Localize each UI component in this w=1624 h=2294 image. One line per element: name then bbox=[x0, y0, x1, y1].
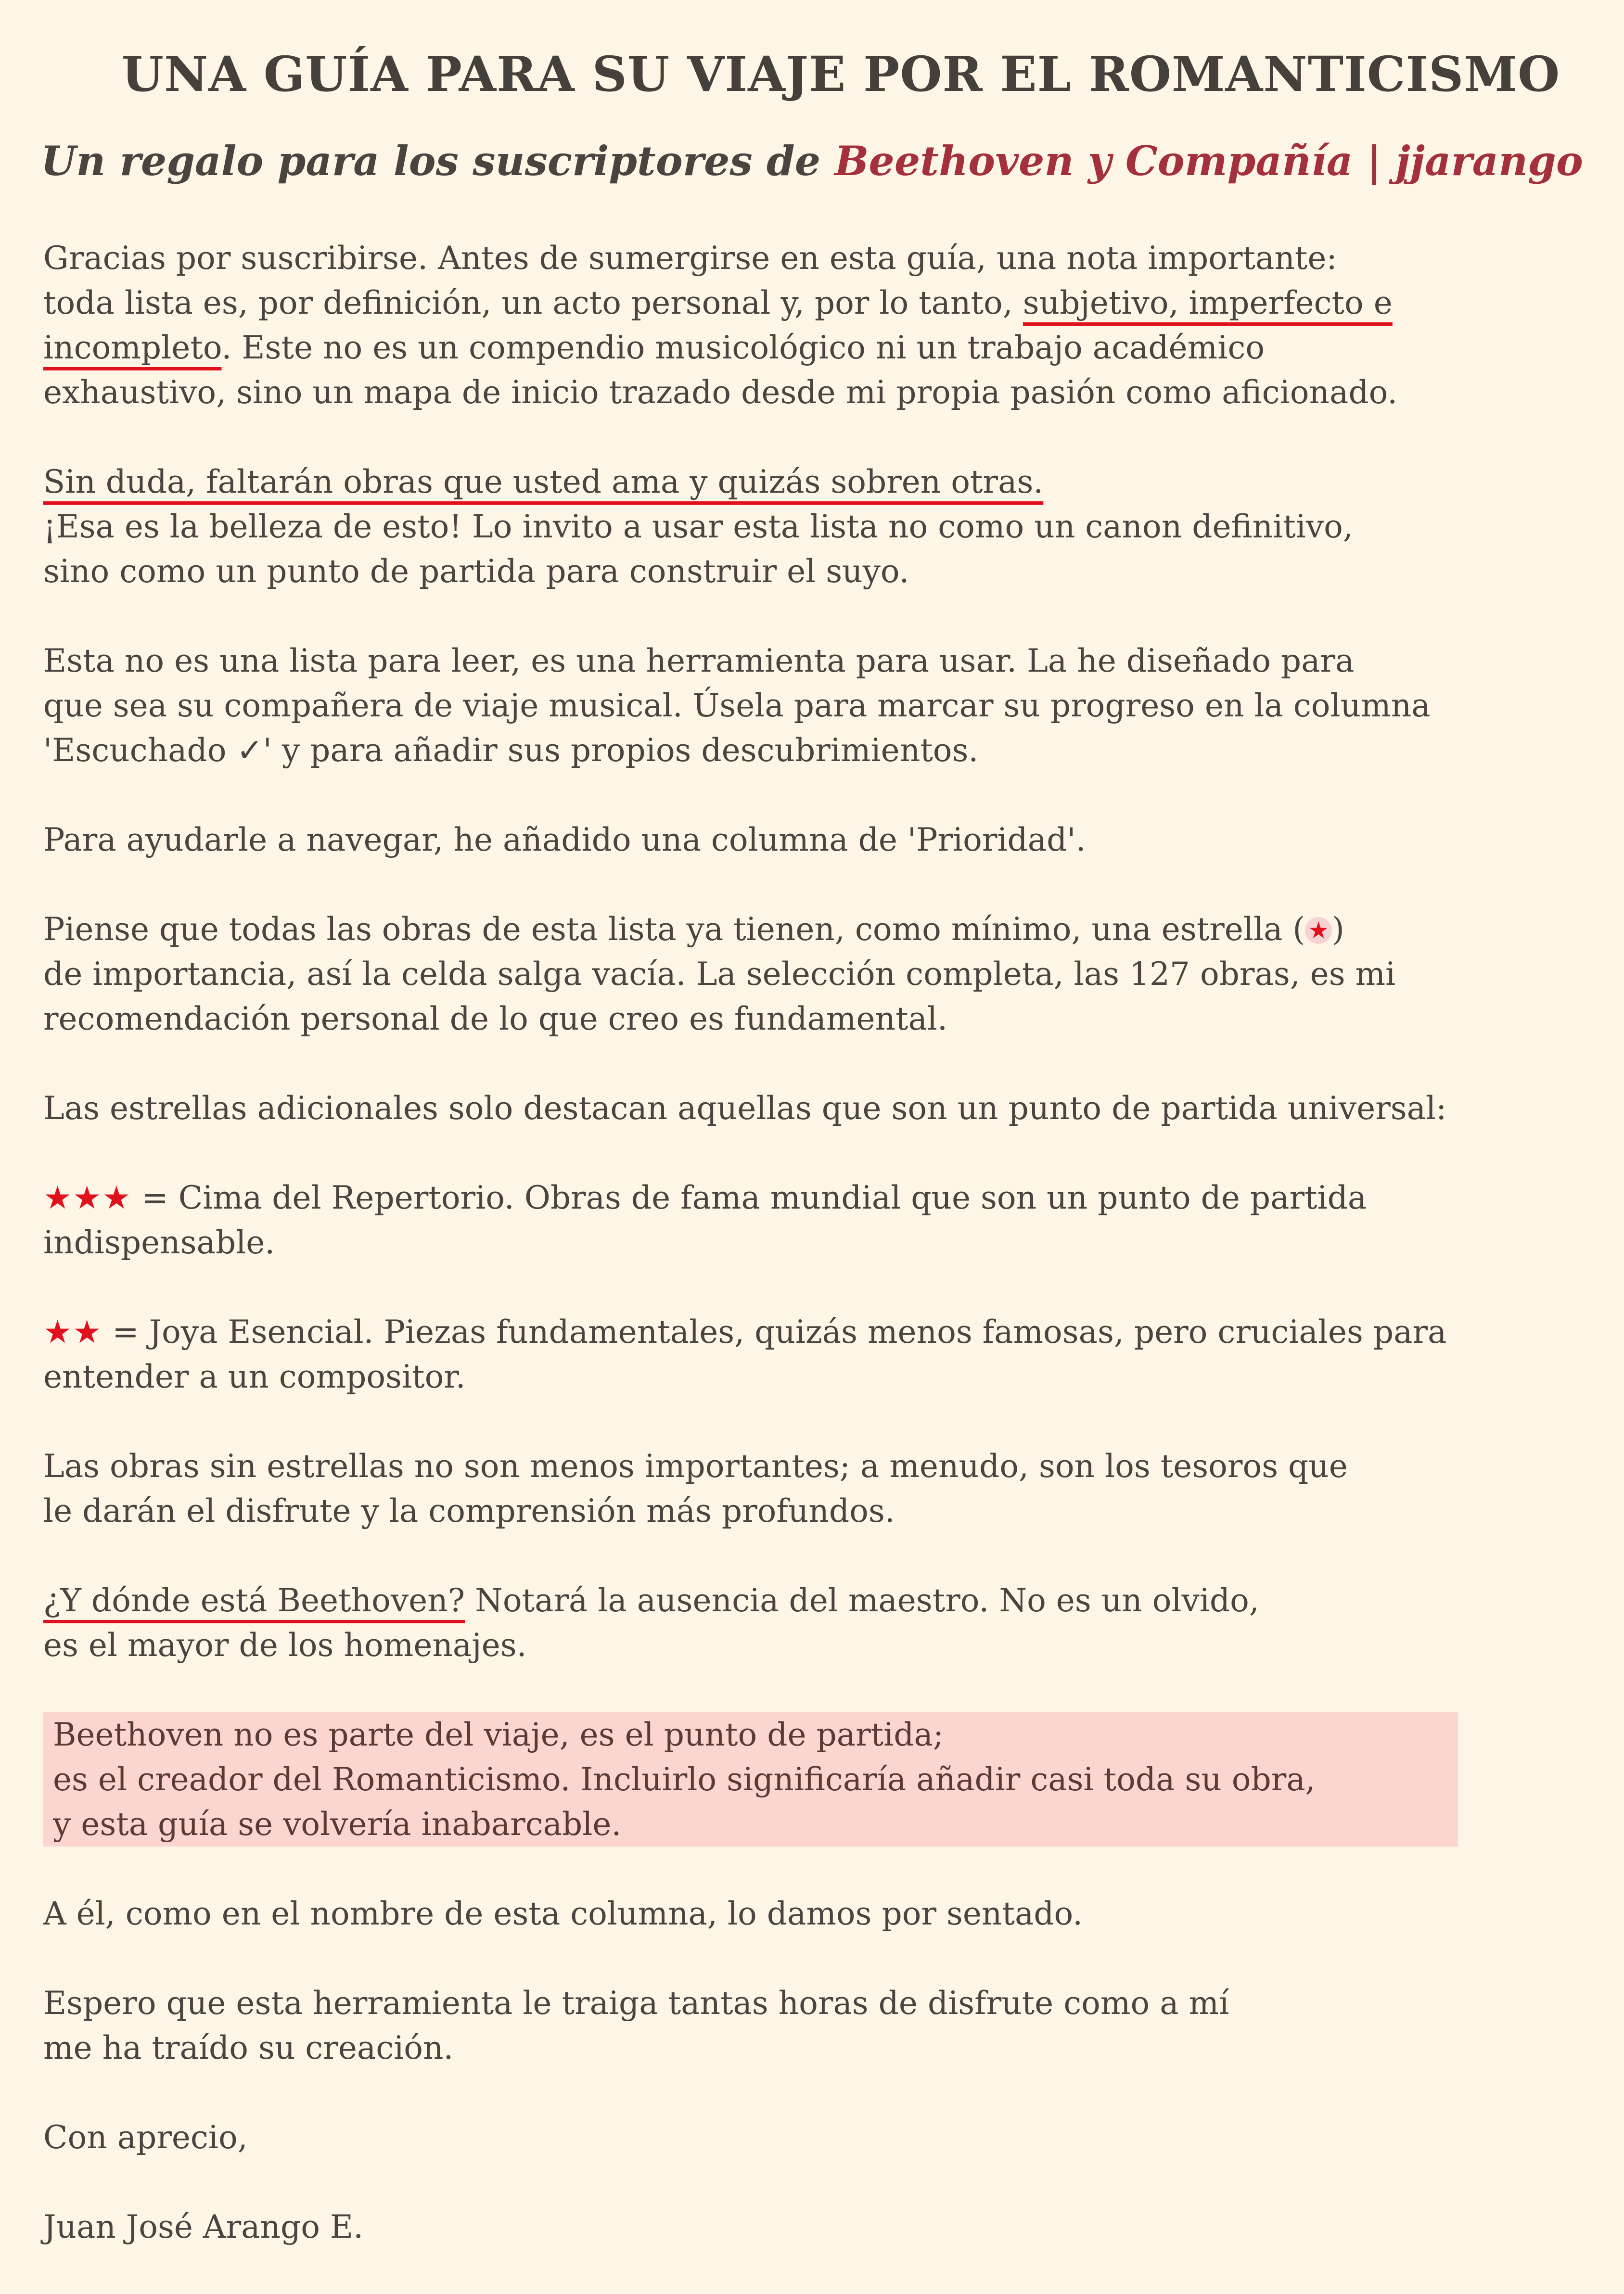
highlight-line-1: Beethoven no es parte del viaje, es el punto de partida; bbox=[53, 1716, 944, 1753]
one-star-line-1 bbox=[43, 907, 1598, 952]
intro-underlined-1: subjetivo, imperfecto e bbox=[1023, 284, 1393, 321]
missing-underlined: Sin duda, faltarán obras que usted ama y quizás sobren otras. bbox=[43, 463, 1044, 500]
subtitle-accent: Beethoven y Compañía | jjarango bbox=[834, 137, 1583, 185]
intro-line-1: Gracias por suscribirse. Antes de sumergirse en esta guía, una nota importante: bbox=[43, 240, 1337, 277]
paragraph-granted bbox=[43, 1891, 1598, 1936]
highlight-line-2: es el creador del Romanticismo. Incluirlo significaría añadir casi toda su obra, bbox=[53, 1761, 1316, 1798]
intro-line-2-text: toda lista es, por definición, un acto personal y, por lo tanto, bbox=[43, 284, 1023, 321]
beethoven-question-line-1 bbox=[43, 1578, 1598, 1623]
letter-body bbox=[43, 236, 1598, 2294]
paragraph-hope bbox=[43, 1981, 1598, 2070]
one-star-close-paren: ) bbox=[1332, 911, 1344, 948]
two-stars-line-2: entender a un compositor. bbox=[43, 1358, 466, 1395]
paragraph-additional-stars bbox=[43, 1086, 1598, 1131]
tool-line-2: que sea su compañera de viaje musical. Úsela para marcar su progreso en la columna bbox=[43, 687, 1431, 724]
page-subtitle bbox=[0, 137, 1624, 185]
two-stars-icon: ★★ bbox=[43, 1313, 102, 1351]
one-star-line-1-text: Piense que todas las obras de esta lista ya tienen, como mínimo, una estrella ( bbox=[43, 911, 1305, 948]
intro-line-2 bbox=[43, 280, 1598, 325]
closing bbox=[43, 2115, 1598, 2160]
star-icon: ★ bbox=[1305, 917, 1332, 944]
paragraph-missing-works bbox=[43, 459, 1598, 594]
paragraph-two-stars bbox=[43, 1310, 1598, 1399]
intro-line-3-text: . Este no es un compendio musicológico ni un trabajo académico bbox=[221, 329, 1265, 366]
intro-line-3 bbox=[43, 325, 1598, 370]
one-star-line-2: de importancia, así la celda salga vacía. La selección completa, las 127 obras, es mi bbox=[43, 956, 1396, 993]
missing-line-1 bbox=[43, 459, 1598, 504]
closing-line: Con aprecio, bbox=[43, 2119, 248, 2156]
subtitle-prefix: Un regalo para los suscriptores de bbox=[41, 137, 835, 185]
highlighted-paragraph bbox=[43, 1712, 1458, 1847]
beethoven-question-underlined: ¿Y dónde está Beethoven? bbox=[43, 1582, 465, 1619]
signature-name: Juan José Arango E. bbox=[43, 2208, 364, 2245]
tool-line-3: 'Escuchado ✓' y para añadir sus propios descubrimientos. bbox=[43, 732, 979, 769]
paragraph-priority bbox=[43, 817, 1598, 862]
highlight-line-3: y esta guía se volvería inabarcable. bbox=[53, 1806, 622, 1843]
priority-line-1: Para ayudarle a navegar, he añadido una columna de 'Prioridad'. bbox=[43, 821, 1086, 858]
tool-line-1: Esta no es una lista para leer, es una herramienta para usar. La he diseñado para bbox=[43, 642, 1355, 679]
paragraph-three-stars bbox=[43, 1175, 1598, 1265]
three-stars-text: = Cima del Repertorio. Obras de fama mundial que son un punto de partida bbox=[131, 1179, 1367, 1216]
no-stars-line-2: le darán el disfrute y la comprensión más profundos. bbox=[43, 1492, 895, 1529]
two-stars-text: = Joya Esencial. Piezas fundamentales, quizás menos famosas, pero cruciales para bbox=[102, 1313, 1447, 1351]
intro-line-4: exhaustivo, sino un mapa de inicio trazado desde mi propia pasión como aficionado. bbox=[43, 374, 1398, 411]
page-title: UNA GUÍA PARA SU VIAJE POR EL ROMANTICISMO bbox=[121, 46, 1560, 102]
paragraph-one-star bbox=[43, 907, 1598, 1041]
intro-underlined-2: incompleto bbox=[43, 329, 222, 366]
one-star-line-3: recomendación personal de lo que creo es fundamental. bbox=[43, 1000, 948, 1037]
additional-stars-line-1: Las estrellas adicionales solo destacan aquellas que son un punto de partida universal: bbox=[43, 1090, 1447, 1127]
beethoven-question-text: Notará la ausencia del maestro. No es un olvido, bbox=[465, 1582, 1259, 1619]
paragraph-no-stars bbox=[43, 1444, 1598, 1533]
beethoven-question-line-2: es el mayor de los homenajes. bbox=[43, 1627, 527, 1664]
two-stars-line-1 bbox=[43, 1310, 1598, 1354]
hope-line-1: Espero que esta herramienta le traiga tantas horas de disfrute como a mí bbox=[43, 1985, 1229, 2022]
paragraph-beethoven-question bbox=[43, 1578, 1598, 1668]
three-stars-line-2: indispensable. bbox=[43, 1224, 275, 1261]
paragraph-intro bbox=[43, 236, 1598, 415]
granted-line-1: A él, como en el nombre de esta columna, lo damos por sentado. bbox=[43, 1895, 1083, 1932]
hope-line-2: me ha traído su creación. bbox=[43, 2029, 454, 2066]
three-stars-icon: ★★★ bbox=[43, 1179, 132, 1216]
no-stars-line-1: Las obras sin estrellas no son menos importantes; a menudo, son los tesoros que bbox=[43, 1448, 1348, 1485]
three-stars-line-1 bbox=[43, 1175, 1598, 1220]
paragraph-tool bbox=[43, 638, 1598, 773]
signature bbox=[43, 2205, 1598, 2249]
missing-line-3: sino como un punto de partida para construir el suyo. bbox=[43, 553, 909, 590]
missing-line-2: ¡Esa es la belleza de esto! Lo invito a usar esta lista no como un canon definitivo, bbox=[43, 508, 1353, 545]
